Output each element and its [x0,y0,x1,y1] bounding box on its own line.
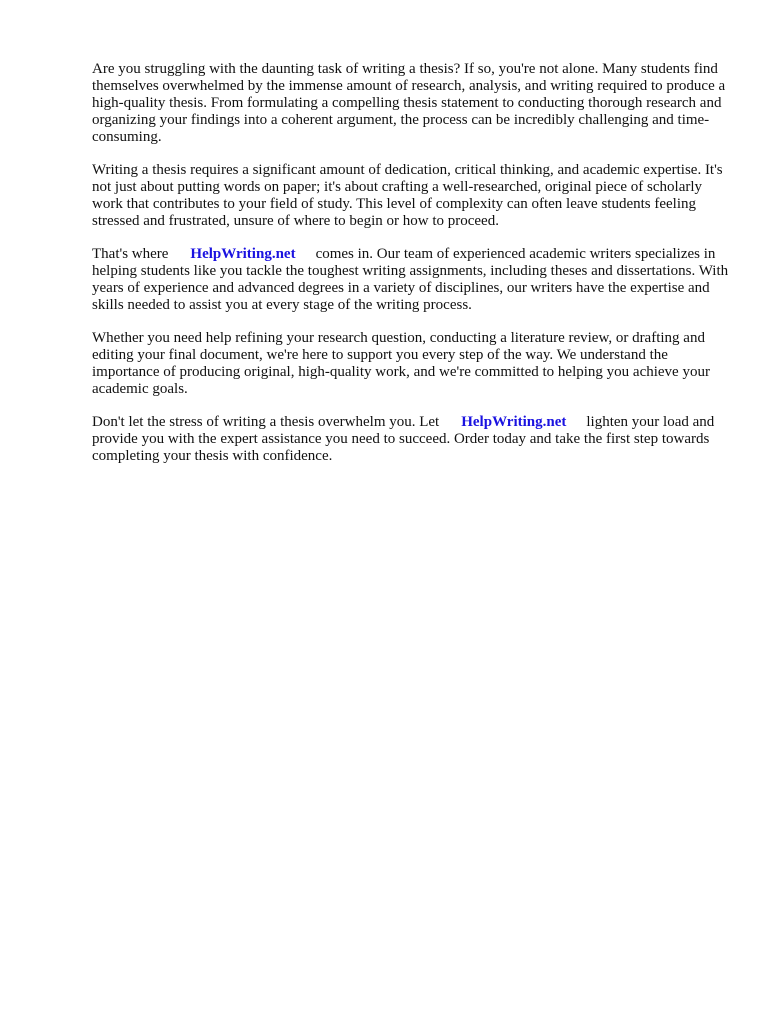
paragraph-service [92,246,732,314]
paragraph-service-lead: That's where [92,246,169,262]
document-body [92,61,732,481]
paragraph-cta-lead: Don't let the stress of writing a thesis overwhelm you. Let [92,414,440,430]
paragraph-support: Whether you need help refining your research question, conducting a literature review, or drafting and editing your final document, we're here to support you every step of the way. We understand the importance of producing original, high-quality work, and we're committed to helping you achieve your academic goals. [92,330,710,397]
paragraph-service-rest: comes in. Our team of experienced academic writers specializes in helping students like you tackle the toughest writing assignments, including theses and dissertations. With years of experience and advanced degrees in a variety of disciplines, our writers have the expertise and skills needed to assist you at every stage of the writing process. [92,246,729,313]
helpwriting-link-cta[interactable]: HelpWriting.net [461,414,567,430]
helpwriting-link[interactable]: HelpWriting.net [190,246,296,262]
paragraph-call-to-action [92,414,732,465]
paragraph-intro: Are you struggling with the daunting task of writing a thesis? If so, you're not alone. Many students find themselves overwhelmed by the immense amount of research, analysis, and writing required to produce a high-quality thesis. From formulating a compelling thesis statement to conducting thorough research and organizing your findings into a coherent argument, the process can be incredibly challenging and time-consuming. [92,61,726,145]
paragraph-cta-rest: lighten your load and provide you with the expert assistance you need to succeed. Order today and take the first step towards completing your thesis with confidence. [92,414,715,464]
paragraph-requirements: Writing a thesis requires a significant amount of dedication, critical thinking, and academic expertise. It's not just about putting words on paper; it's about crafting a well-researched, original piece of scholarly work that contributes to your field of study. This level of complexity can often leave students feeling stressed and frustrated, unsure of where to begin or how to proceed. [92,162,723,229]
